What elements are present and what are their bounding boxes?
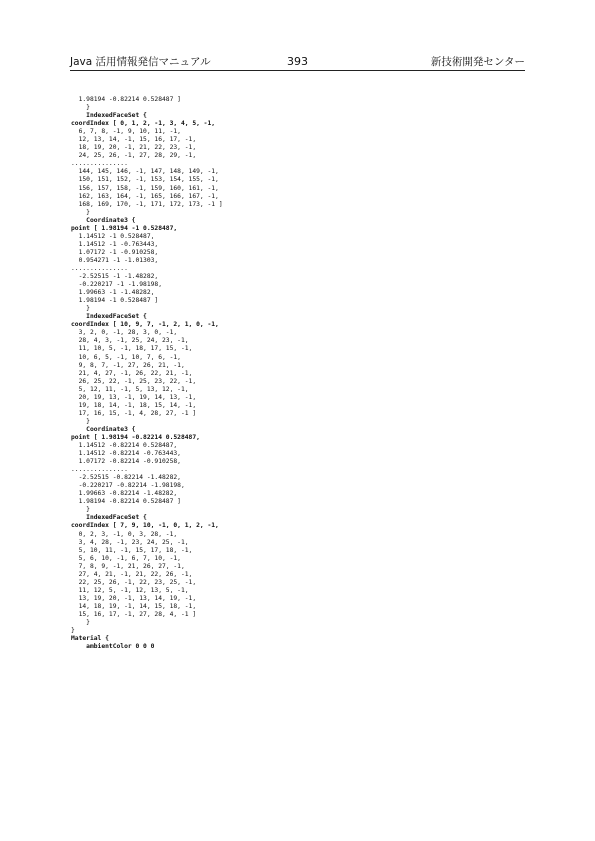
code-line: -0.220217 -1 -1.98198, xyxy=(71,281,162,289)
code-line: 24, 25, 26, -1, 27, 28, 29, -1, xyxy=(71,152,197,160)
code-line: 15, 16, 17, -1, 27, 28, 4, -1 ] xyxy=(71,611,197,618)
code-line: 3, 4, 28, -1, 23, 24, 25, -1, xyxy=(71,538,189,546)
code-line: 144, 145, 146, -1, 147, 148, 149, -1, xyxy=(71,168,219,176)
code-line: 1.98194 -1 0.528487 ] xyxy=(71,297,159,305)
code-line: } xyxy=(71,417,90,425)
code-line: 26, 25, 22, -1, 25, 23, 22, -1, xyxy=(71,377,197,385)
code-line: 150, 151, 152, -1, 153, 154, 155, -1, xyxy=(71,176,219,184)
code-line: 1.99663 -0.82214 -1.48282, xyxy=(71,490,178,498)
code-line: } xyxy=(71,305,90,313)
code-line: 162, 163, 164, -1, 165, 166, 167, -1, xyxy=(71,192,219,200)
code-listing xyxy=(71,96,531,651)
page-header xyxy=(70,52,525,71)
code-line: 17, 16, 15, -1, 4, 28, 27, -1 ] xyxy=(71,409,197,417)
code-line: 19, 18, 14, -1, 18, 15, 14, -1, xyxy=(71,401,197,409)
code-line: 22, 25, 26, -1, 22, 23, 25, -1, xyxy=(71,578,197,586)
code-line: 5, 12, 11, -1, 5, 13, 12, -1, xyxy=(71,385,189,393)
code-line: 1.99663 -1 -1.48282, xyxy=(71,289,155,297)
code-line: 10, 6, 5, -1, 10, 7, 6, -1, xyxy=(71,353,181,361)
code-line: point [ 1.98194 -0.82214 0.528487, xyxy=(71,433,200,441)
code-line: 1.14512 -0.82214 -0.763443, xyxy=(71,450,181,458)
code-line: Material { xyxy=(71,635,109,643)
code-line: 18, 19, 20, -1, 21, 22, 23, -1, xyxy=(71,144,197,152)
code-line: 11, 10, 5, -1, 18, 17, 15, -1, xyxy=(71,345,193,353)
code-line: point [ 1.98194 -1 0.528487, xyxy=(71,224,178,232)
code-line: ambientColor 0 0 0 xyxy=(71,643,155,651)
code-line: IndexedFaceSet { xyxy=(71,112,147,120)
code-line: 1.14512 -1 0.528487, xyxy=(71,232,155,240)
code-line: 1.07172 -0.82214 -0.910258, xyxy=(71,458,181,466)
code-line: Coordinate3 { xyxy=(71,425,136,433)
code-line: 13, 19, 20, -1, 13, 14, 19, -1, xyxy=(71,594,197,602)
code-line: 28, 4, 3, -1, 25, 24, 23, -1, xyxy=(71,337,189,345)
code-line: 7, 8, 9, -1, 21, 26, 27, -1, xyxy=(71,562,185,570)
code-line: 6, 7, 8, -1, 9, 10, 11, -1, xyxy=(71,128,181,136)
code-line: 1.14512 -1 -0.763443, xyxy=(71,240,159,248)
code-line: 12, 13, 14, -1, 15, 16, 17, -1, xyxy=(71,136,197,144)
code-line: 11, 12, 5, -1, 12, 13, 5, -1, xyxy=(71,586,189,594)
code-line: 1.98194 -0.82214 0.528487 ] xyxy=(71,498,181,506)
code-line: 9, 8, 7, -1, 27, 26, 21, -1, xyxy=(71,361,185,369)
code-line: } xyxy=(71,627,75,635)
header-manual-title: Java 活用情報発信マニュアル xyxy=(70,56,211,68)
code-line: 14, 18, 19, -1, 14, 15, 18, -1, xyxy=(71,602,197,610)
code-line: 21, 4, 27, -1, 26, 22, 21, -1, xyxy=(71,369,193,377)
code-line: } xyxy=(71,619,90,627)
code-line: 5, 10, 11, -1, 15, 17, 18, -1, xyxy=(71,546,193,554)
code-line: 156, 157, 158, -1, 159, 160, 161, -1, xyxy=(71,184,219,192)
code-line: 3, 2, 0, -1, 28, 3, 0, -1, xyxy=(71,329,178,337)
code-line: 168, 169, 170, -1, 171, 172, 173, -1 ] xyxy=(71,200,223,208)
code-line: -0.220217 -0.82214 -1.98198, xyxy=(71,482,185,490)
code-line: coordIndex [ 7, 9, 10, -1, 0, 1, 2, -1, xyxy=(71,522,219,530)
code-line: coordIndex [ 0, 1, 2, -1, 3, 4, 5, -1, xyxy=(71,120,216,128)
code-line: 5, 6, 10, -1, 6, 7, 10, -1, xyxy=(71,554,181,562)
code-line: 20, 19, 13, -1, 19, 14, 13, -1, xyxy=(71,393,197,401)
header-organization: 新技術開発センター xyxy=(430,56,525,68)
code-line: ............... xyxy=(71,466,128,474)
code-line: Coordinate3 { xyxy=(71,216,136,224)
code-line: -2.52515 -0.82214 -1.48282, xyxy=(71,474,181,482)
code-line: ............... xyxy=(71,264,128,272)
code-line: } xyxy=(71,104,90,112)
code-line: 0, 2, 3, -1, 0, 3, 28, -1, xyxy=(71,530,178,538)
code-line: IndexedFaceSet { xyxy=(71,514,147,522)
code-line: IndexedFaceSet { xyxy=(71,313,147,321)
code-line: coordIndex [ 10, 9, 7, -1, 2, 1, 0, -1, xyxy=(71,321,219,329)
code-line: } xyxy=(71,506,90,514)
code-line: 1.07172 -1 -0.910258, xyxy=(71,248,159,256)
code-line: 0.954271 -1 -1.01303, xyxy=(71,256,159,264)
code-line: 27, 4, 21, -1, 21, 22, 26, -1, xyxy=(71,570,193,578)
page-number: 393 xyxy=(287,55,308,68)
code-line: } xyxy=(71,208,90,216)
code-line: -2.52515 -1 -1.48282, xyxy=(71,273,159,281)
code-line: ............... xyxy=(71,160,128,168)
code-line: 1.98194 -0.82214 0.528487 ] xyxy=(71,96,181,103)
code-line: 1.14512 -0.82214 0.528487, xyxy=(71,442,178,450)
